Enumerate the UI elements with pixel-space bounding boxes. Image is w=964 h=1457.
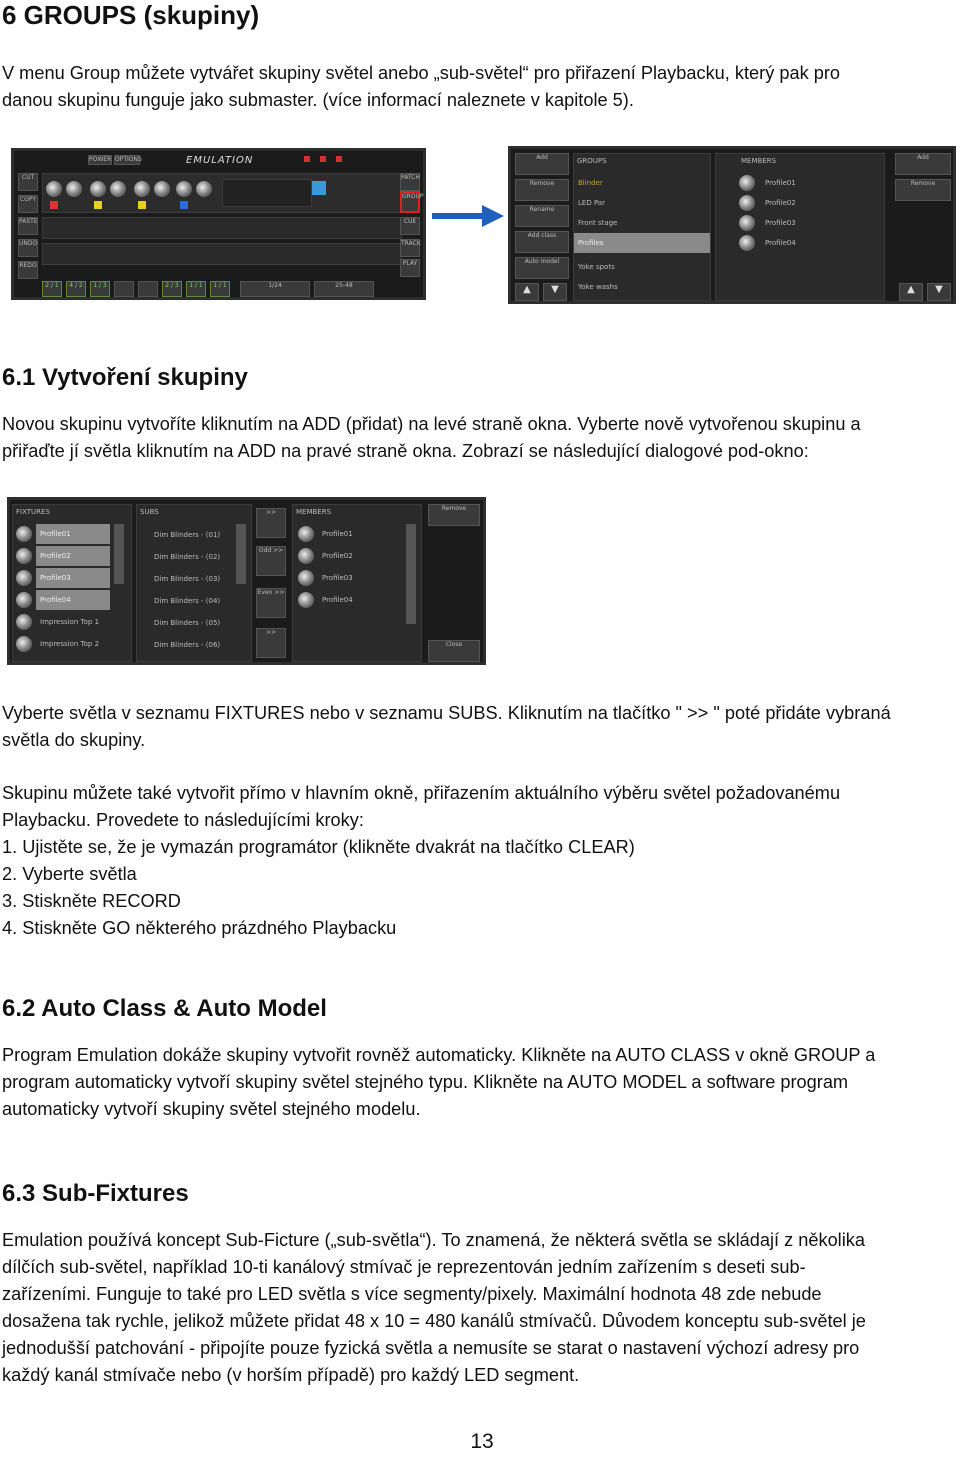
add-member-button: Add [895, 153, 951, 175]
paste-button: PASTE [18, 217, 38, 235]
undo-button: UNDO [18, 239, 38, 257]
page-heading: 6 GROUPS (skupiny) [2, 0, 260, 30]
group-item-selected: Profiles [574, 233, 710, 253]
section-title: 6.3 Sub-Fixtures [2, 1180, 189, 1207]
text-line: zařízeními. Funguje to také pro LED světla s více segmenty/pixely. Maximální hodnota 48 zde nebude [2, 1284, 822, 1304]
fixture-lamp-icon [298, 592, 314, 608]
groups-header: GROUPS [577, 157, 607, 165]
members-header: MEMBERS [741, 157, 777, 165]
fixture-item: Impression Top 2 [40, 640, 100, 648]
sub-item: Dim Blinders - (05) [154, 619, 221, 627]
member-item: Profile01 [765, 179, 796, 187]
playback-slot: 1 / 1 [210, 281, 230, 297]
scrollbar [236, 524, 246, 584]
fixture-item: Impression Top 1 [40, 618, 100, 626]
fixture-lamp-icon [298, 526, 314, 542]
options-button: OPTIONS [115, 156, 142, 163]
sub-item: Dim Blinders - (06) [154, 641, 221, 649]
text-line: program automaticky vytvoří skupiny světel stejného typu. Klikněte na AUTO MODEL a software program [2, 1072, 849, 1092]
member-item: Profile02 [765, 199, 796, 207]
fixture-lamp-icon [16, 570, 32, 586]
indicator-icon [304, 156, 310, 162]
sub-item: Dim Blinders - (02) [154, 553, 221, 561]
sub-item: Dim Blinders - (04) [154, 597, 221, 605]
section-paragraph [2, 1227, 958, 1389]
group-item: LED Par [578, 199, 606, 207]
fixture-lamp-icon [154, 181, 170, 197]
patch-button: PATCH [400, 173, 420, 191]
scroll-up-icon: ▲ [515, 283, 539, 301]
text-line: světla do skupiny. [2, 730, 146, 750]
add-odd-button: Odd >> [256, 546, 286, 576]
playback-slot [114, 281, 134, 297]
cue-button: CUE [400, 217, 420, 235]
add-all-button: >> [256, 628, 286, 658]
intro-paragraph [2, 60, 958, 114]
redo-button: REDO [18, 261, 38, 279]
group-button-highlighted: GROUP [400, 191, 420, 213]
auto-model-button: Auto model [515, 257, 569, 279]
remove-member-button: Remove [895, 179, 951, 201]
fixture-lamp-icon [134, 181, 150, 197]
play-button: PLAY [400, 259, 420, 277]
copy-button: COPY [18, 195, 38, 213]
fixture-lamp-icon [90, 181, 106, 197]
fixture-lamp-icon [16, 614, 32, 630]
list-item: 2. Vyberte světla [2, 864, 137, 884]
add-members-dialog-screenshot [7, 497, 486, 665]
text-line: každý kanál stmívače nebo (v horším případě) pro každý LED segment. [2, 1365, 580, 1385]
fader-bank [222, 179, 312, 207]
playback-slot [138, 281, 158, 297]
remove-group-button: Remove [515, 179, 569, 201]
color-swatch [180, 201, 188, 209]
power-button: POWER [89, 156, 112, 163]
fixture-lamp-icon [16, 526, 32, 542]
scrollbar [114, 524, 124, 584]
playback-slot: 1 / 1 [186, 281, 206, 297]
add-group-button: Add [515, 153, 569, 175]
group-item: Blinder [578, 179, 603, 187]
text-line: Novou skupinu vytvoříte kliknutím na ADD (přidat) na levé straně okna. Vyberte nově vytvořenou skupinu a [2, 414, 861, 434]
scroll-up-icon: ▲ [899, 283, 923, 301]
group-item: Yoke spots [578, 263, 615, 271]
range-indicator: 25-48 [314, 281, 374, 297]
playback-slot: 2 / 3 [162, 281, 182, 297]
members-header: MEMBERS [296, 508, 332, 516]
member-item: Profile03 [765, 219, 796, 227]
rename-group-button: Rename [515, 205, 569, 227]
main-window-screenshot [11, 148, 426, 300]
indicator-icon [320, 156, 326, 162]
text-line: V menu Group můžete vytvářet skupiny světel anebo „sub-světel“ pro přiřazení Playbacku, který pak pro [2, 63, 841, 83]
cue-row [42, 217, 402, 239]
page-number: 13 [470, 1430, 494, 1453]
group-item: Yoke washs [578, 283, 618, 291]
fixture-item-selected: Profile01 [36, 524, 110, 544]
fixtures-header: FIXTURES [16, 508, 50, 516]
text-line: automaticky vytvoří skupiny světel stejného modelu. [2, 1099, 421, 1119]
fixture-lamp-icon [739, 235, 755, 251]
indicator-icon [336, 156, 342, 162]
text-line: jednodušší patchování - připojíte pouze fyzická světla a nemusíte se starat o nastavení výchozí adresy pro [2, 1338, 860, 1358]
color-swatch [94, 201, 102, 209]
cut-button: CUT [18, 173, 38, 191]
text-line: Skupinu můžete také vytvořit přímo v hlavním okně, přiřazením aktuálního výběru světel požadovanému [2, 783, 841, 803]
scrollbar [406, 524, 416, 624]
fixture-lamp-icon [16, 636, 32, 652]
fixture-lamp-icon [739, 195, 755, 211]
member-item: Profile03 [322, 574, 353, 582]
subs-header: SUBS [140, 508, 159, 516]
selected-fixture-icon [312, 181, 326, 195]
scroll-down-icon: ▼ [927, 283, 951, 301]
member-item: Profile04 [322, 596, 353, 604]
fixture-lamp-icon [298, 548, 314, 564]
fixture-lamp-icon [16, 592, 32, 608]
page-indicator: 1/24 [240, 281, 310, 297]
scroll-down-icon: ▼ [543, 283, 567, 301]
playback-slot: 4 / 2 [66, 281, 86, 297]
group-window-screenshot [508, 146, 956, 304]
fixture-lamp-icon [739, 215, 755, 231]
arrow-right-icon [432, 205, 504, 227]
emulation-logo: EMULATION [186, 155, 254, 166]
auto-class-button: Add class [515, 231, 569, 253]
fixture-item-selected: Profile03 [36, 568, 110, 588]
member-item: Profile01 [322, 530, 353, 538]
fixture-item-selected: Profile02 [36, 546, 110, 566]
section-paragraph [2, 1042, 958, 1123]
group-item: Front stage [578, 219, 618, 227]
fixture-lamp-icon [66, 181, 82, 197]
fixture-lamp-icon [46, 181, 62, 197]
add-selected-button: >> [256, 508, 286, 538]
fixture-lamp-icon [298, 570, 314, 586]
member-item: Profile02 [322, 552, 353, 560]
paragraph [2, 780, 958, 942]
text-line: Vyberte světla v seznamu FIXTURES nebo v seznamu SUBS. Kliknutím na tlačítko " >> " poté přidáte vybraná [2, 703, 891, 723]
sub-item: Dim Blinders - (01) [154, 531, 221, 539]
section-title: 6.2 Auto Class & Auto Model [2, 995, 327, 1022]
text-line: Playbacku. Provedete to následujícími kroky: [2, 810, 364, 830]
list-item: 1. Ujistěte se, že je vymazán programátor (klikněte dvakrát na tlačítko CLEAR) [2, 837, 635, 857]
color-swatch [50, 201, 58, 209]
text-line: danou skupinu funguje jako submaster. (více informací naleznete v kapitole 5). [2, 90, 634, 110]
section-paragraph [2, 411, 958, 465]
fixture-lamp-icon [110, 181, 126, 197]
text-line: dosažena tak rychle, jelikož můžete přidat 48 x 10 = 480 kanálů stmívačů. Důvodem konceptu sub-světel je [2, 1311, 866, 1331]
fixture-lamp-icon [196, 181, 212, 197]
fixture-lamp-icon [16, 548, 32, 564]
section-title: 6.1 Vytvoření skupiny [2, 364, 248, 391]
color-swatch [138, 201, 146, 209]
text-line: dílčích sub-světel, například 10-ti kanálový stmívač je reprezentován jedním zařízením s deseti sub- [2, 1257, 806, 1277]
close-button: Close [428, 640, 480, 662]
fixture-item-selected: Profile04 [36, 590, 110, 610]
add-even-button: Even >> [256, 588, 286, 618]
list-item: 3. Stiskněte RECORD [2, 891, 181, 911]
fixture-lamp-icon [176, 181, 192, 197]
text-line: Program Emulation dokáže skupiny vytvořit rovněž automaticky. Klikněte na AUTO CLASS v okně GROUP a [2, 1045, 876, 1065]
fixture-lamp-icon [739, 175, 755, 191]
text-line: přiřaďte jí světla kliknutím na ADD na pravé straně okna. Zobrazí se následující dialogové pod-okno: [2, 441, 809, 461]
cue-row [42, 243, 402, 265]
track-button: TRACK [400, 239, 420, 257]
sub-item: Dim Blinders - (03) [154, 575, 221, 583]
text-line: Emulation používá koncept Sub-Ficture („sub-světla“). To znamená, že některá světla se skládají z několika [2, 1230, 865, 1250]
paragraph [2, 700, 958, 754]
playback-slot: 1 / 3 [90, 281, 110, 297]
member-item: Profile04 [765, 239, 796, 247]
remove-button: Remove [428, 504, 480, 526]
playback-slot: 2 / 1 [42, 281, 62, 297]
list-item: 4. Stiskněte GO některého prázdného Playbacku [2, 918, 397, 938]
